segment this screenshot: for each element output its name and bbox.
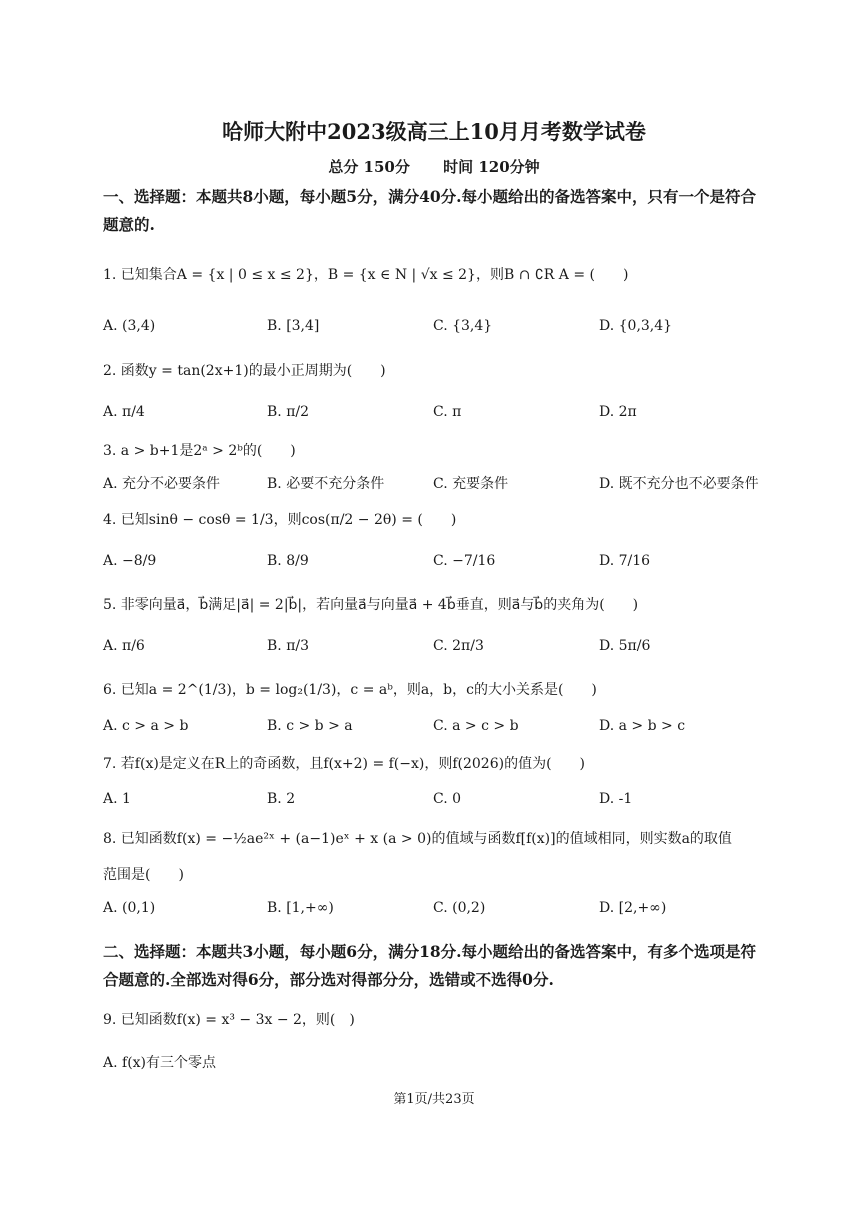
question-8: 8. 已知函数f(x) = −½ae²ˣ + (a−1)eˣ + x (a > 0)的值域与函数f[f(x)]的值域相同，则实数a的取值 xyxy=(103,831,732,847)
option-b[interactable]: B. c > b > a xyxy=(267,718,353,734)
question-9: 9. 已知函数f(x) = x³ − 3x − 2，则( ) xyxy=(103,1012,355,1028)
question-5: 5. 非零向量a⃗，b⃗满足|a⃗| = 2|b⃗|，若向量a⃗与向量a⃗ + 4b⃗垂直，则a⃗与b⃗的夹角为( ) xyxy=(103,597,639,613)
option-d[interactable]: D. [2,+∞) xyxy=(599,900,667,916)
option-d[interactable]: D. 7/16 xyxy=(599,553,651,569)
exam-info xyxy=(0,156,868,177)
option-c[interactable]: C. 0 xyxy=(433,791,462,807)
option-b[interactable]: B. 2 xyxy=(267,791,296,807)
option-d[interactable]: D. -1 xyxy=(599,791,633,807)
option-a[interactable]: A. π/4 xyxy=(103,404,145,420)
option-b[interactable]: B. π/3 xyxy=(267,638,310,654)
page-title: 哈师大附中2023级高三上10月月考数学试卷 xyxy=(222,119,646,144)
question-4: 4. 已知sinθ − cosθ = 1/3，则cos(π/2 − 2θ) = ( ) xyxy=(103,512,457,528)
option-a[interactable]: A. π/6 xyxy=(103,638,145,654)
option-b[interactable]: B. [3,4] xyxy=(267,318,320,334)
option-a[interactable]: A. f(x)有三个零点 xyxy=(103,1055,217,1071)
option-c[interactable]: C. a > c > b xyxy=(433,718,519,734)
option-b[interactable]: B. π/2 xyxy=(267,404,310,420)
option-c[interactable]: C. −7/16 xyxy=(433,553,496,569)
option-a[interactable]: A. 充分不必要条件 xyxy=(103,476,221,492)
option-d[interactable]: D. 5π/6 xyxy=(599,638,651,654)
option-b[interactable]: B. 必要不充分条件 xyxy=(267,476,385,492)
option-a[interactable]: A. (0,1) xyxy=(103,900,156,916)
option-b[interactable]: B. [1,+∞) xyxy=(267,900,334,916)
option-c[interactable]: C. π xyxy=(433,404,462,420)
question-6: 6. 已知a = 2^(1/3)，b = log₂(1/3)，c = aᵇ，则a，b，c的大小关系是( ) xyxy=(103,682,597,698)
question-1: 1. 已知集合A = {x | 0 ≤ x ≤ 2}，B = {x ∈ N | √x ≤ 2}，则B ∩ ∁R A = ( ) xyxy=(103,267,629,283)
section-2-heading: 二、选择题：本题共3小题，每小题6分，满分18分.每小题给出的备选答案中，有多个选项是符合题意的.全部选对得6分，部分选对得部分分，选错或不选得0分. xyxy=(103,942,757,989)
question-8-continued: 范围是( ) xyxy=(103,867,184,883)
option-b[interactable]: B. 8/9 xyxy=(267,553,309,569)
option-a[interactable]: A. c > a > b xyxy=(103,718,189,734)
option-a[interactable]: A. 1 xyxy=(103,791,131,807)
section-1-heading: 一、选择题：本题共8小题，每小题5分，满分40分.每小题给出的备选答案中，只有一个是符合题意的. xyxy=(103,187,757,234)
total-score: 总分 150分 xyxy=(328,158,410,176)
exam-time: 时间 120分钟 xyxy=(443,158,540,176)
option-d[interactable]: D. {0,3,4} xyxy=(599,318,673,334)
option-c[interactable]: C. 2π/3 xyxy=(433,638,484,654)
question-7: 7. 若f(x)是定义在R上的奇函数，且f(x+2) = f(−x)，则f(2026)的值为( ) xyxy=(103,756,586,772)
option-c[interactable]: C. (0,2) xyxy=(433,900,486,916)
option-d[interactable]: D. 2π xyxy=(599,404,637,420)
option-c[interactable]: C. {3,4} xyxy=(433,318,493,334)
option-c[interactable]: C. 充要条件 xyxy=(433,476,509,492)
option-d[interactable]: D. a > b > c xyxy=(599,718,686,734)
page-number: 第1页/共23页 xyxy=(393,1092,475,1107)
option-a[interactable]: A. (3,4) xyxy=(103,318,156,334)
option-d[interactable]: D. 既不充分也不必要条件 xyxy=(599,476,759,492)
option-a[interactable]: A. −8/9 xyxy=(103,553,157,569)
question-2: 2. 函数y = tan(2x+1)的最小正周期为( ) xyxy=(103,363,386,379)
question-3: 3. a > b+1是2ᵃ > 2ᵇ的( ) xyxy=(103,443,296,459)
